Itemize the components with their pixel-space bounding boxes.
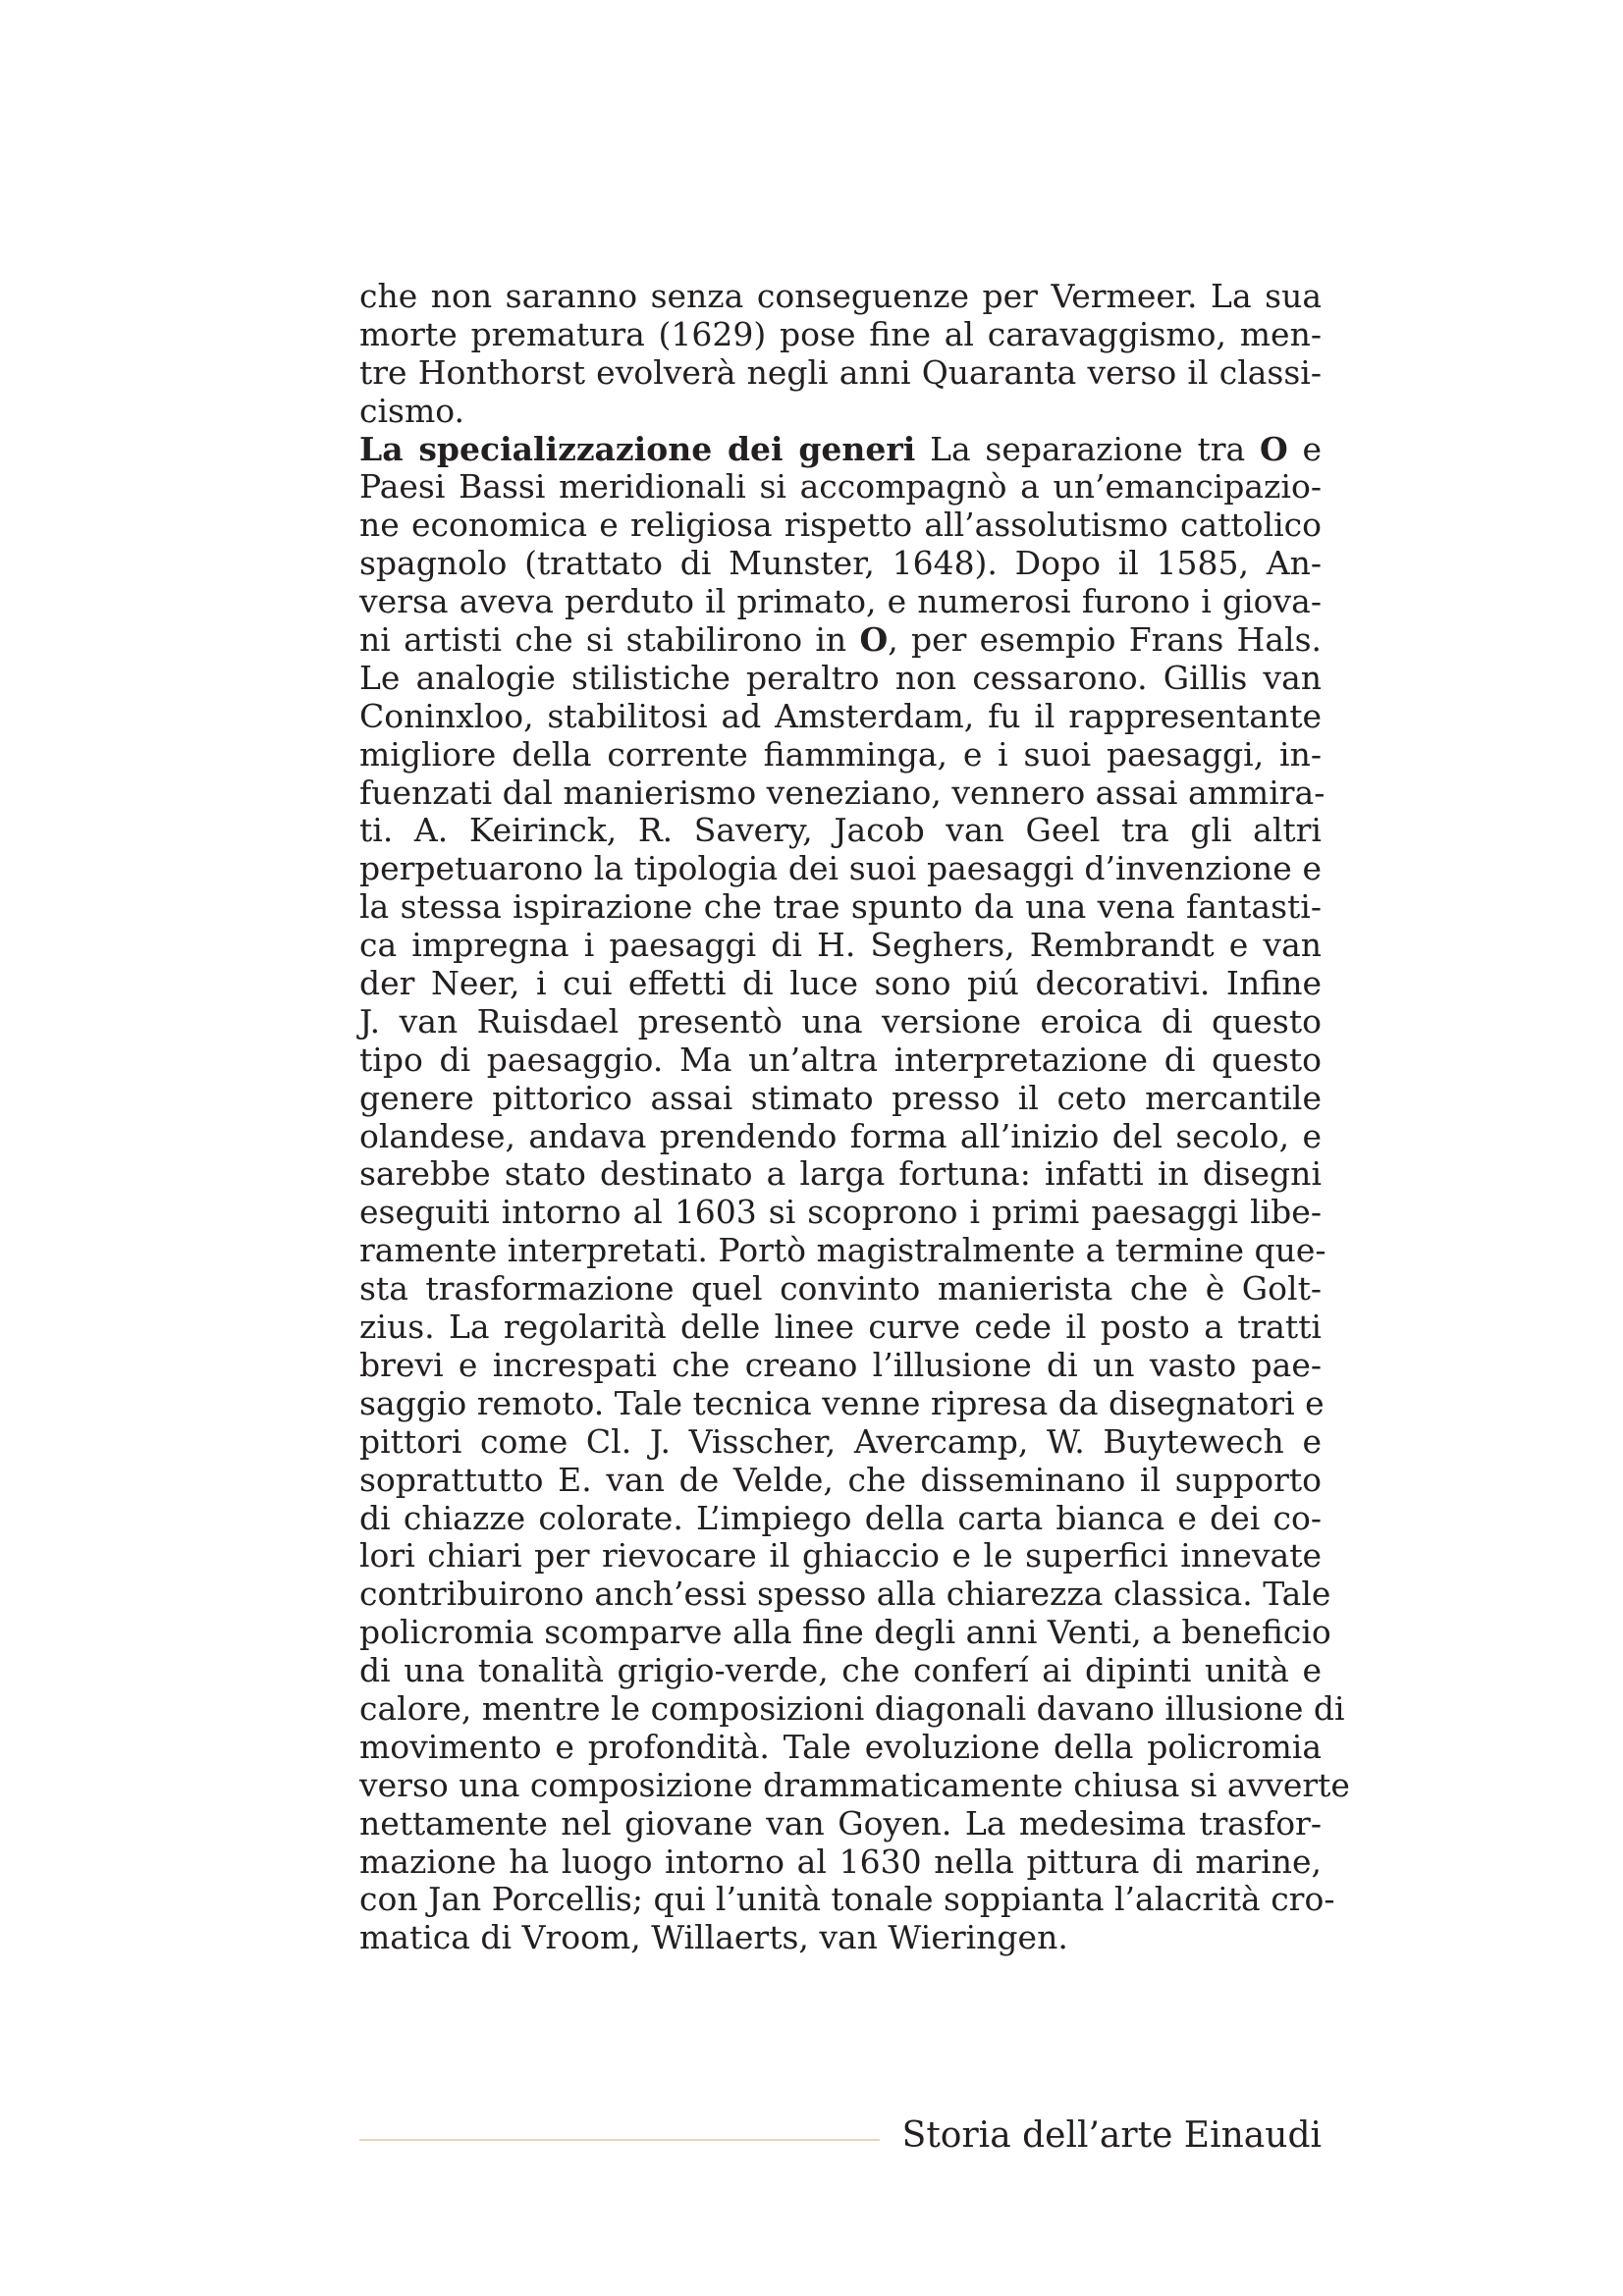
text-run: calore, mentre le composizioni diagonali davano illusione di (359, 1688, 1345, 1728)
text-line (359, 1765, 1350, 1805)
text-run: morte prematura (1629) pose fine al caravaggismo, men- (359, 314, 1322, 353)
text-line (359, 1003, 1322, 1041)
text-run: ca impregna i paesaggi di H. Seghers, Rembrandt e van (359, 926, 1322, 965)
text-run: nettamente nel giovane van Goyen. La medesima trasfor- (359, 1803, 1322, 1842)
text-line (359, 545, 1322, 583)
text-run: pittori come Cl. J. Visscher, Avercamp, W. Buytewech e (359, 1421, 1322, 1461)
bold-text-run: O (1259, 429, 1288, 468)
text-run: che non saranno senza conseguenze per Vermeer. La sua (359, 277, 1322, 315)
text-line (359, 660, 1322, 698)
text-line (359, 1652, 1322, 1690)
text-run: matica di Vroom, Willaerts, van Wieringen. (359, 1918, 1068, 1957)
text-line (359, 278, 1322, 316)
text-run: J. van Ruisdael presentò una versione eroica di questo (359, 1001, 1322, 1041)
body-text (359, 277, 1350, 1957)
text-run: olandese, andava prendendo forma all’inizio del secolo, e (359, 1116, 1322, 1155)
text-line (359, 507, 1322, 545)
text-run: lori chiari per rievocare il ghiaccio e le superfici innevate (359, 1536, 1322, 1575)
text-line (359, 1575, 1331, 1614)
text-run: perpetuarono la tipologia dei suoi paesaggi d’invenzione e (359, 849, 1322, 888)
text-run: sarebbe stato destinato a larga fortuna: infatti in disegni (359, 1154, 1322, 1194)
text-line (359, 1383, 1325, 1423)
text-run: eseguiti intorno al 1603 si scoprono i primi paesaggi libe- (359, 1193, 1322, 1232)
text-run: verso una composizione drammaticamente chiusa si avverte (359, 1765, 1350, 1804)
text-line (359, 1194, 1322, 1232)
text-run: migliore della corrente fiamminga, e i suoi paesaggi, in- (359, 734, 1322, 774)
text-line (359, 698, 1322, 736)
text-line (359, 1155, 1322, 1194)
text-run: mazione ha luogo intorno al 1630 nella pittura di marine, (359, 1842, 1322, 1881)
text-line (359, 1729, 1322, 1767)
text-run: zius. La regolarità delle linee curve cede il posto a tratti (359, 1308, 1322, 1347)
text-line (359, 1537, 1322, 1575)
text-run: soprattutto E. van de Velde, che disseminano il supporto (359, 1460, 1322, 1499)
text-run: La separazione tra (915, 429, 1260, 468)
footer-rule (359, 2139, 880, 2141)
bold-text-run: La specializzazione dei generi (359, 429, 916, 468)
text-line (359, 1423, 1322, 1462)
text-line (359, 1118, 1322, 1156)
text-line (359, 583, 1322, 621)
text-line (359, 1500, 1322, 1538)
text-run: ramente interpretati. Portò magistralmente a termine que- (359, 1231, 1326, 1270)
text-run: di chiazze colorate. L’impiego della carta bianca e dei co- (359, 1498, 1322, 1537)
text-line (359, 927, 1322, 965)
text-run: tipo di paesaggio. Ma un’altra interpretazione di questo (359, 1040, 1322, 1079)
text-run: fuenzati dal manierismo veneziano, vennero assai ammira- (359, 773, 1325, 812)
text-run: tre Honthorst evolverà negli anni Quaranta verso il classi- (359, 352, 1322, 392)
text-line (359, 354, 1322, 393)
text-run: spagnolo (trattato di Munster, 1648). Dopo il 1585, An- (359, 544, 1322, 583)
text-run: cismo. (359, 391, 465, 430)
text-line (359, 1231, 1326, 1270)
text-run: ti. A. Keirinck, R. Savery, Jacob van Geel tra gli altri (359, 811, 1322, 850)
text-run: Coninxloo, stabilitosi ad Amsterdam, fu il rappresentante (359, 696, 1322, 735)
text-run: e (1287, 429, 1322, 468)
page-footer (359, 2112, 1322, 2162)
text-line (359, 1462, 1322, 1500)
bold-text-run: O (859, 620, 889, 660)
text-line (359, 1041, 1322, 1080)
text-line (359, 1919, 1322, 1957)
text-run: la stessa ispirazione che trae spunto da una vena fantasti- (359, 887, 1322, 927)
text-run: , per esempio Frans Hals. (888, 620, 1322, 660)
text-run: brevi e increspati che creano l’illusione di un vasto pae- (359, 1345, 1322, 1384)
text-run: versa aveva perduto il primato, e numerosi furono i giova- (359, 582, 1322, 621)
text-run: genere pittorico assai stimato presso il ceto mercantile (359, 1078, 1322, 1117)
text-run: Le analogie stilistiche peraltro non cessarono. Gillis van (359, 658, 1322, 697)
text-line (359, 1843, 1322, 1882)
text-line (359, 1270, 1322, 1308)
text-line (359, 736, 1322, 774)
text-run: movimento e profondità. Tale evoluzione della policromia (359, 1727, 1322, 1766)
text-line (359, 1880, 1335, 1919)
text-line (359, 468, 1322, 507)
text-run: Paesi Bassi meridionali si accompagnò a un’emancipazio- (359, 467, 1322, 507)
text-line (359, 431, 1322, 469)
text-line (359, 1613, 1331, 1652)
footer-title: Storia dell’arte Einaudi (901, 2115, 1322, 2156)
text-run: der Neer, i cui effetti di luce sono piú decorativi. Infine (359, 964, 1322, 1003)
text-line (359, 773, 1325, 813)
text-run: ni artisti che si stabilirono in (359, 620, 860, 660)
text-line (359, 316, 1322, 354)
text-line (359, 621, 1322, 660)
text-run: policromia scomparve alla fine degli anni Venti, a beneficio (359, 1613, 1331, 1652)
text-run: di una tonalità grigio-verde, che conferí ai dipinti unità e (359, 1651, 1322, 1690)
text-line (359, 965, 1322, 1003)
text-line (359, 393, 1322, 431)
text-run: sta trasformazione quel convinto manierista che è Golt- (359, 1269, 1322, 1308)
text-line (359, 1688, 1345, 1729)
text-run: ne economica e religiosa rispetto all’assolutismo cattolico (359, 506, 1322, 545)
text-line (359, 1080, 1322, 1118)
text-line (359, 812, 1322, 850)
text-line (359, 850, 1322, 888)
text-run: con Jan Porcellis; qui l’unità tonale soppianta l’alacrità cro- (359, 1880, 1335, 1919)
text-run: saggio remoto. Tale tecnica venne ripresa da disegnatori e (359, 1383, 1325, 1422)
text-line (359, 888, 1322, 927)
text-line (359, 1347, 1322, 1385)
text-run: contribuirono anch’essi spesso alla chiarezza classica. Tale (359, 1575, 1331, 1614)
text-line (359, 1308, 1322, 1347)
text-line (359, 1805, 1322, 1843)
